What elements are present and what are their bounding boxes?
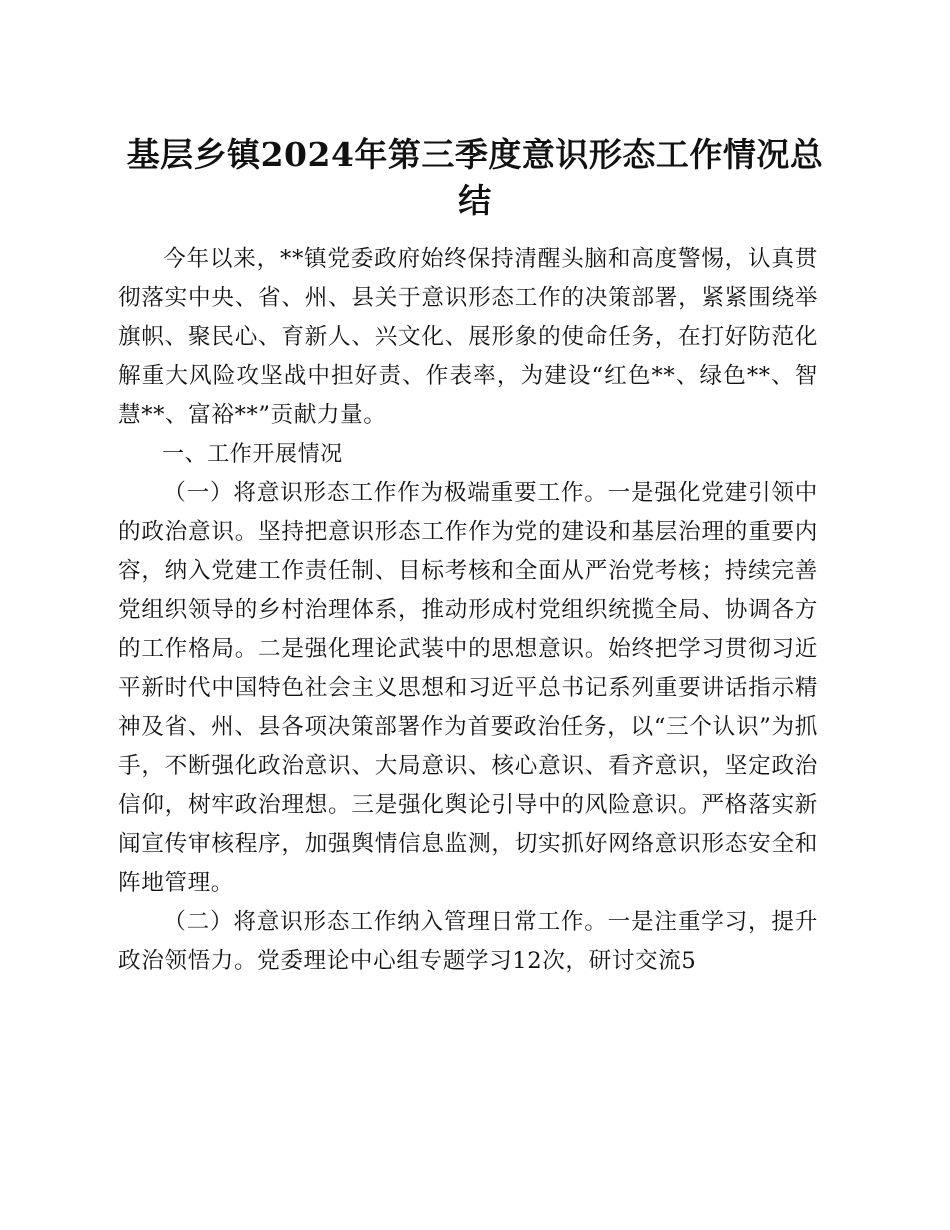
paragraph-1: （一）将意识形态工作作为极端重要工作。一是强化党建引领中的政治意识。坚持把意识形态工作作为党的建设和基层治理的重要内容，纳入党建工作责任制、目标考核和全面从严治党考核；持续完善党组织领导的乡村治理体系，推动形成村党组织统揽全局、协调各方的工作格局。二是强化理论武装中的思想意识。始终把学习贯彻习近平新时代中国特色社会主义思想和习近平总书记系列重要讲话指示精神及省、州、县各项决策部署作为首要政治任务，以“三个认识”为抓手，不断强化政治意识、大局意识、核心意识、看齐意识，坚定政治信仰，树牢政治理想。三是强化舆论引导中的风险意识。严格落实新闻宣传审核程序，加强舆情信息监测，切实抓好网络意识形态安全和阵地管理。	[118, 480, 818, 896]
section-heading: 一、工作开展情况	[162, 442, 343, 467]
document-body	[118, 240, 818, 981]
paragraph-2: （二）将意识形态工作纳入管理日常工作。一是注重学习，提升政治领悟力。党委理论中心组专题学习12次，研讨交流5	[118, 909, 818, 974]
document-title: 基层乡镇2024年第三季度意识形态工作情况总结	[126, 135, 824, 220]
intro-paragraph: 今年以来，**镇党委政府始终保持清醒头脑和高度警惕，认真贯彻落实中央、省、州、县关于意识形态工作的决策部署，紧紧围绕举旗帜、聚民心、育新人、兴文化、展形象的使命任务，在打好防范化解重大风险攻坚战中担好责、作表率，为建设“红色**、绿色**、智慧**、富裕**”贡献力量。	[118, 246, 818, 428]
